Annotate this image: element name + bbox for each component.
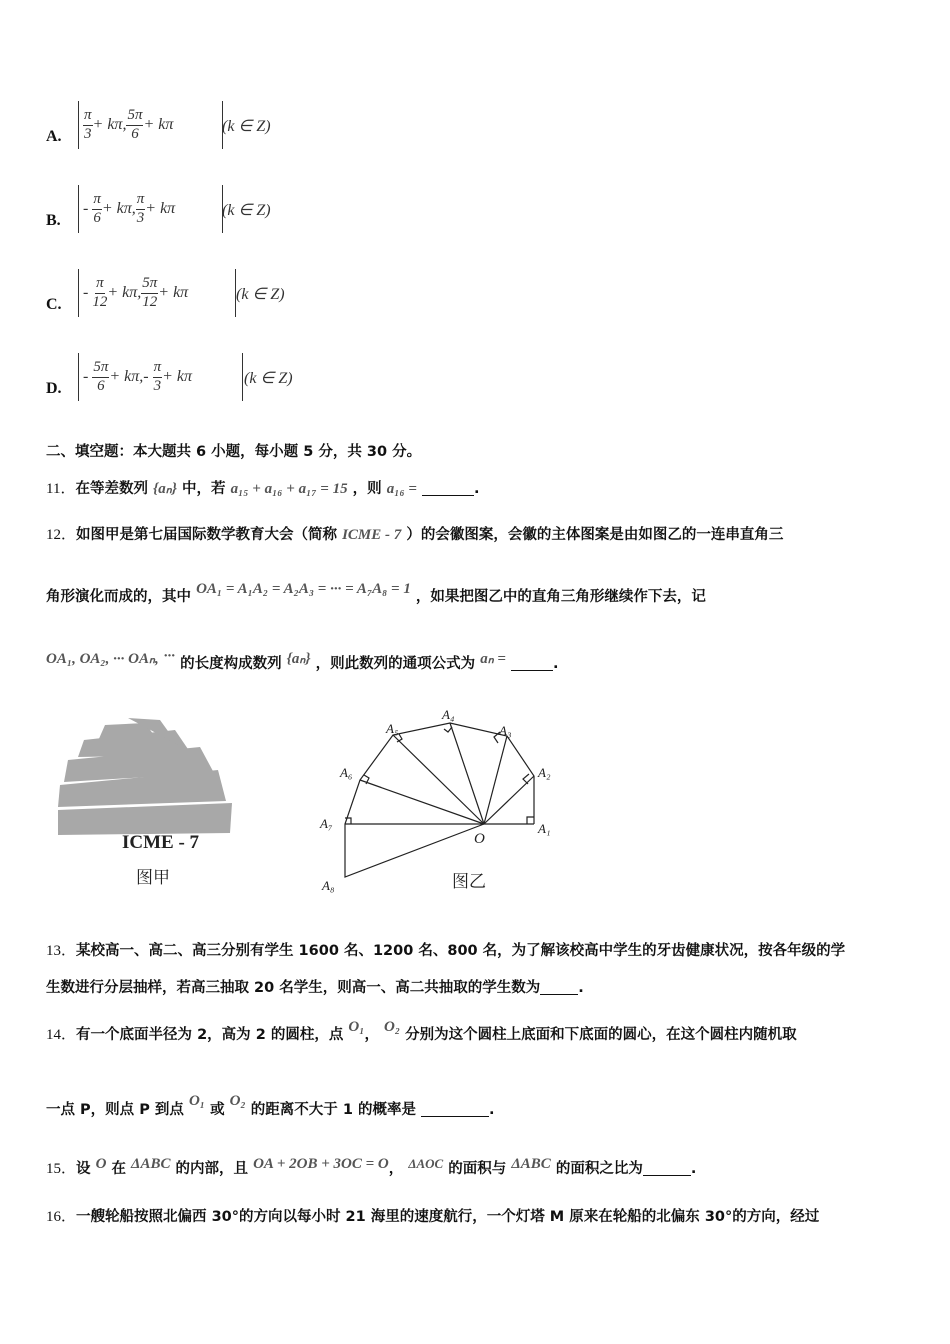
question-number: 11．: [46, 481, 76, 497]
k-pi: + kπ: [162, 368, 193, 385]
interval: - $\frac{\pi}{6}$ + kπ , $\frac{\pi}{3}$ + kπ: [78, 185, 223, 233]
math: O₂: [384, 1019, 401, 1035]
math: O₁: [188, 1093, 206, 1109]
math: OA₁, OA₂, ··· OAₙ,: [46, 651, 159, 667]
question-number: 15．: [46, 1161, 77, 1177]
answer-blank[interactable]: [511, 656, 553, 671]
point-label: A₆: [340, 765, 353, 780]
text: 的面积与: [448, 1161, 507, 1177]
question-number: 16．: [46, 1209, 77, 1225]
interval: - $\frac{\pi}{12}$ + kπ , $\frac{5\pi}{12}$ + kπ: [78, 269, 236, 317]
math: aₙ =: [480, 651, 506, 667]
question-number: 12．: [46, 527, 77, 543]
text: 生数进行分层抽样，若高三抽取 20 名学生，则高一、高二共抽取的学生数为: [46, 980, 541, 996]
spoke: [360, 780, 484, 824]
text: 一艘轮船按照北偏西 30°的方向以每小时 21 海里的速度航行，一个灯塔 M 原来在轮船的北偏东 30°的方向，经过: [76, 1209, 820, 1225]
math: ΔAOC: [408, 1156, 444, 1171]
text: 如图甲是第七届国际数学教育大会（简称: [76, 527, 338, 543]
math: O₂: [229, 1093, 246, 1109]
section-title: 二、填空题：本大题共 6 小题，每小题 5 分，共 30 分。: [46, 444, 422, 460]
spiral-outline: [345, 723, 534, 877]
k-pi: + kπ: [143, 116, 174, 133]
option-label: D.: [46, 380, 62, 397]
text: ）的会徽图案，会徽的主体图案是由如图乙的一连串直角三: [406, 527, 784, 543]
text: 一点 P，则点 P 到点: [46, 1102, 184, 1118]
math: O₁: [348, 1019, 365, 1035]
k-in-z: (k ∈ Z): [244, 370, 293, 387]
fraction: $\frac{\pi}{6}$: [93, 191, 101, 226]
question-16-line1: [46, 1205, 819, 1226]
math: ΔABC: [131, 1156, 171, 1172]
right-angle-mark: [527, 817, 534, 824]
sign: -: [143, 368, 149, 385]
question-12-line1: [46, 523, 783, 544]
text: .: [489, 1102, 495, 1118]
sign: -: [83, 200, 89, 217]
question-13-line1: [46, 939, 845, 960]
answer-blank[interactable]: [421, 1102, 489, 1117]
question-11: [46, 477, 480, 498]
text: 设: [76, 1161, 91, 1177]
text: 在等差数列: [75, 481, 148, 497]
k-pi: + kπ: [107, 284, 138, 301]
point-label: A₈: [322, 878, 335, 893]
sign: -: [83, 284, 89, 301]
figure-jia: [50, 715, 250, 895]
question-14-line1: [46, 1019, 797, 1044]
point-label: A₇: [320, 816, 333, 831]
option-label: C.: [46, 296, 62, 313]
question-13-line2: [46, 976, 584, 997]
k-pi: + kπ: [158, 284, 189, 301]
math: a₁₆ =: [386, 481, 417, 497]
answer-blank[interactable]: [422, 481, 474, 496]
spoke: [393, 735, 484, 824]
math: ICME - 7: [342, 527, 402, 543]
text: 分别为这个圆柱上底面和下底面的圆心，在这个圆柱内随机取: [405, 1027, 797, 1043]
figure-yi: [318, 705, 568, 900]
math: a₁₅ + a₁₆ + a₁₇ = 15: [230, 481, 348, 497]
spoke: [450, 723, 484, 824]
point-label: A₅: [386, 721, 399, 736]
k-pi: + kπ: [101, 200, 132, 217]
math: {aₙ}: [153, 481, 177, 497]
math: O: [95, 1156, 107, 1172]
spoke: [484, 736, 507, 824]
k-pi: + kπ: [92, 116, 123, 133]
math: OA + 2OB + 3OC = O: [253, 1156, 389, 1172]
right-angle-mark: [444, 727, 452, 732]
math: OA₁ = A₁A₂ = A₂A₃ = ··· = A₇A₈ = 1: [196, 581, 411, 597]
text: 的内部，且: [175, 1161, 249, 1177]
option-label: B.: [46, 212, 61, 229]
text: 某校高一、高二、高三分别有学生 1600 名、1200 名、800 名，为了解该校高中学生的牙齿健康状况，按各年级的学: [76, 943, 846, 959]
text: 的距离不大于 1 的概率是: [250, 1102, 416, 1118]
text: ，: [388, 1161, 404, 1177]
k-in-z: (k ∈ Z): [236, 286, 285, 303]
point-label: A₂: [538, 765, 551, 780]
figure-caption: 图甲: [136, 868, 170, 888]
interval: - $\frac{5\pi}{6}$ + kπ , - $\frac{\pi}{3}$ + kπ: [78, 353, 243, 401]
question-15: [46, 1157, 696, 1178]
answer-blank[interactable]: [643, 1161, 691, 1176]
text: .: [474, 481, 480, 497]
k-pi: + kπ: [109, 368, 140, 385]
point-label: A₁: [538, 821, 551, 836]
text: .: [578, 980, 584, 996]
right-angle-mark: [523, 774, 529, 784]
math: ΔABC: [511, 1156, 551, 1172]
text: 中，若: [182, 481, 226, 497]
fraction: $\frac{\pi}{12}$: [92, 275, 108, 310]
math: ···: [163, 648, 176, 664]
figure-caption: 图乙: [452, 872, 486, 892]
text: 在: [111, 1161, 126, 1177]
fraction: $\frac{\pi}{3}$: [136, 191, 145, 226]
fraction: $\frac{5\pi}{12}$: [142, 275, 158, 310]
icme-logo-graphic: [58, 718, 232, 835]
fraction: $\frac{\pi}{3}$: [84, 107, 92, 142]
text: .: [690, 1161, 697, 1177]
text: ，: [364, 1027, 379, 1043]
question-12-line3: [46, 648, 559, 673]
text: ，则此数列的通项公式为: [315, 656, 476, 672]
question-number: 13．: [46, 943, 77, 959]
k-in-z: (k ∈ Z): [222, 202, 271, 219]
text: 的面积之比为: [555, 1161, 643, 1177]
question-number: 14．: [46, 1027, 77, 1043]
text: 角形演化而成的，其中: [46, 589, 191, 605]
option-label: A.: [46, 128, 62, 145]
k-in-z: (k ∈ Z): [222, 118, 271, 135]
fraction: $\frac{\pi}{3}$: [153, 359, 162, 394]
question-12-line2: [46, 581, 706, 606]
text: ，则: [352, 481, 382, 497]
math: {aₙ}: [286, 651, 311, 667]
text: .: [553, 656, 559, 672]
sign: -: [83, 368, 89, 385]
fraction: $\frac{5\pi}{6}$: [93, 359, 109, 394]
fraction: $\frac{5\pi}{6}$: [127, 107, 143, 142]
text: ，如果把图乙中的直角三角形继续作下去，记: [415, 589, 706, 605]
point-label: A₄: [442, 707, 455, 722]
interval: $\frac{\pi}{3}$ + kπ , $\frac{5\pi}{6}$ + kπ: [78, 101, 223, 149]
logo-text: ICME - 7: [122, 832, 200, 853]
point-label: O: [474, 831, 485, 847]
answer-blank[interactable]: [540, 980, 578, 995]
question-14-line2: [46, 1093, 495, 1119]
logo-wedge: [58, 803, 232, 835]
text: 或: [210, 1102, 225, 1118]
k-pi: + kπ: [145, 200, 176, 217]
text: 有一个底面半径为 2，高为 2 的圆柱，点: [76, 1027, 344, 1043]
point-label: A₃: [499, 723, 512, 738]
text: 的长度构成数列: [180, 656, 282, 672]
